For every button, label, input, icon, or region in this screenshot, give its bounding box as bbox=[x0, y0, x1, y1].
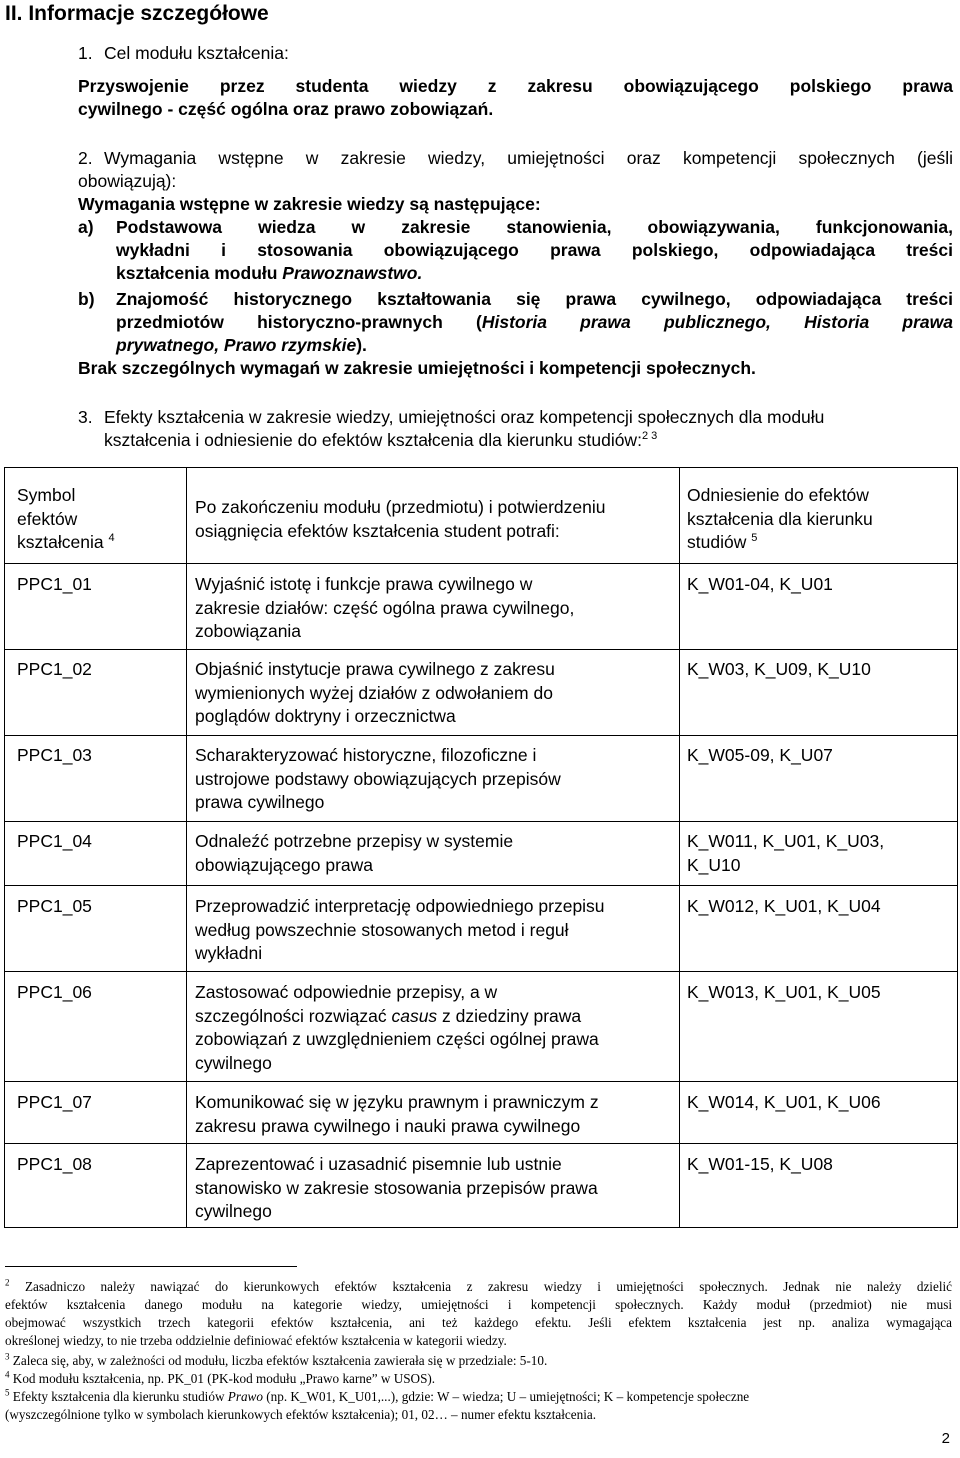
requirement-b-line3: prywatnego, Prawo rzymskie). bbox=[116, 335, 367, 355]
page-number: 2 bbox=[941, 1430, 950, 1447]
table-row bbox=[5, 1082, 958, 1144]
goal-text-line1: Przyswojenie przez studenta wiedzy z zakresu obowiązującego polskiego prawa bbox=[78, 76, 953, 96]
row-outcome: Odnaleźć potrzebne przepisy w systemie obowiązującego prawa bbox=[187, 822, 680, 886]
footnote-4: $^4$ Kod modułu kształcenia, np. PK_01 (PK-kod modułu „Prawo karne” w USOS). bbox=[5, 1369, 436, 1386]
row-reference: K_W013, K_U01, K_U05 bbox=[680, 972, 958, 1082]
table-row bbox=[5, 650, 958, 736]
table-row bbox=[5, 1144, 958, 1228]
row-reference: K_W014, K_U01, K_U06 bbox=[680, 1082, 958, 1144]
footnote-2: $^2$ Zasadniczo należy nawiązać do kierunkowych efektów kształcenia z zakresu wiedzy i umiejętności społecznych. Jednak nie należy dzielić efektów kształcenia danego modułu na kategorie wiedzy, umiejętności i kompetencji społecznych. Każdy moduł (przedmiot) nie musi obejmować wszystkich trzech kategorii efektów kształcenia, ani też każdego efektu. Jeśli efektem kształcenia jest np. analiza wymagająca określonej wiedzy, to nie trzeba oddzielnie definiować efektów kształcenia w kategorii wiedzy. bbox=[5, 1277, 953, 1348]
row-reference: K_W03, K_U09, K_U10 bbox=[680, 650, 958, 736]
row-symbol: PPC1_03 bbox=[5, 736, 187, 822]
header-outcome: Po zakończeniu modułu (przedmiotu) i potwierdzeniu osiągnięcia efektów kształcenia student potrafi: bbox=[187, 468, 680, 564]
row-reference: K_W05-09, K_U07 bbox=[680, 736, 958, 822]
requirement-a-marker: a) bbox=[78, 217, 94, 237]
row-reference: K_W01-15, K_U08 bbox=[680, 1144, 958, 1228]
outcomes-intro-line2: kształcenia i odniesienie do efektów kształcenia dla kierunku studiów:$^{2 3}$ bbox=[104, 430, 658, 450]
goal-title: Cel modułu kształcenia: bbox=[104, 43, 289, 63]
table-row bbox=[5, 886, 958, 972]
outcomes-intro-line1: Efekty kształcenia w zakresie wiedzy, umiejętności oraz kompetencji społecznych dla modułu bbox=[104, 407, 825, 427]
header-reference: Odniesienie do efektów kształcenia dla kierunku studiów $^5$ bbox=[680, 468, 958, 564]
table-row bbox=[5, 736, 958, 822]
goal-number: 1. bbox=[78, 43, 93, 63]
requirements-closing: Brak szczególnych wymagań w zakresie umiejętności i kompetencji społecznych. bbox=[78, 358, 756, 378]
learning-outcomes-table bbox=[4, 467, 958, 1228]
row-reference: K_W011, K_U01, K_U03, K_U10 bbox=[680, 822, 958, 886]
table-row bbox=[5, 972, 958, 1082]
row-symbol: PPC1_01 bbox=[5, 564, 187, 650]
table-row bbox=[5, 564, 958, 650]
requirements-intro-line2: obowiązują): bbox=[78, 171, 177, 191]
row-symbol: PPC1_06 bbox=[5, 972, 187, 1082]
row-outcome: Scharakteryzować historyczne, filozoficzne i ustrojowe podstawy obowiązujących przepisów prawa cywilnego bbox=[187, 736, 680, 822]
requirement-a-line1: Podstawowa wiedza w zakresie stanowienia, obowiązywania, funkcjonowania, bbox=[116, 217, 953, 237]
requirement-b-marker: b) bbox=[78, 289, 95, 309]
requirement-a-line3: kształcenia modułu Prawoznawstwo. bbox=[116, 263, 423, 283]
footnote-separator bbox=[5, 1266, 297, 1267]
requirement-a-line2: wykładni i stosowania obowiązującego prawa polskiego, odpowiadająca treści bbox=[116, 240, 953, 260]
row-outcome: Zaprezentować i uzasadnić pisemnie lub ustnie stanowisko w zakresie stosowania przepisów prawa cywilnego bbox=[187, 1144, 680, 1228]
row-outcome: Komunikować się w języku prawnym i prawniczym z zakresu prawa cywilnego i nauki prawa cywilnego bbox=[187, 1082, 680, 1144]
row-outcome: Objaśnić instytucje prawa cywilnego z zakresu wymienionych wyżej działów z odwołaniem do poglądów doktryny i orzecznictwa bbox=[187, 650, 680, 736]
header-symbol: Symbol efektów kształcenia $^4$ bbox=[5, 468, 187, 564]
table-header-row bbox=[5, 468, 958, 564]
row-symbol: PPC1_04 bbox=[5, 822, 187, 886]
goal-text-line2: cywilnego - część ogólna oraz prawo zobowiązań. bbox=[78, 99, 494, 119]
row-symbol: PPC1_08 bbox=[5, 1144, 187, 1228]
row-outcome: Zastosować odpowiednie przepisy, a w szczególności rozwiązać casus z dziedziny prawa zobowiązań z uwzględnieniem części ogólnej prawa cywilnego bbox=[187, 972, 680, 1082]
footnote-3: $^3$ Zaleca się, aby, w zależności od modułu, liczba efektów kształcenia zawierała się w przedziale: 5-10. bbox=[5, 1351, 548, 1368]
section-heading: II. Informacje szczegółowe bbox=[5, 2, 269, 25]
row-symbol: PPC1_05 bbox=[5, 886, 187, 972]
footnote-5: $^5$ Efekty kształcenia dla kierunku studiów Prawo (np. K_W01, K_U01,...), gdzie: W – wiedza; U – umiejętności; K – kompetencje społeczne (wyszczególnione tylko w symbolach kierunkowych efektów kształcenia); 01, 02… – numer efektu kształcenia. bbox=[5, 1387, 750, 1422]
outcomes-number: 3. bbox=[78, 407, 93, 427]
requirement-b-line1: Znajomość historycznego kształtowania się prawa cywilnego, odpowiadająca treści bbox=[116, 289, 953, 309]
row-reference: K_W01-04, K_U01 bbox=[680, 564, 958, 650]
table-row bbox=[5, 822, 958, 886]
row-symbol: PPC1_02 bbox=[5, 650, 187, 736]
row-outcome: Wyjaśnić istotę i funkcje prawa cywilnego w zakresie działów: część ogólna prawa cywilnego, zobowiązania bbox=[187, 564, 680, 650]
row-outcome: Przeprowadzić interpretację odpowiedniego przepisu według powszechnie stosowanych metod i reguł wykładni bbox=[187, 886, 680, 972]
row-reference: K_W012, K_U01, K_U04 bbox=[680, 886, 958, 972]
requirement-b-line2: przedmiotów historyczno-prawnych (Historia prawa publicznego, Historia prawa bbox=[116, 312, 953, 332]
requirements-intro-line1: Wymagania wstępne w zakresie wiedzy, umiejętności oraz kompetencji społecznych (jeśli bbox=[104, 148, 953, 168]
row-symbol: PPC1_07 bbox=[5, 1082, 187, 1144]
requirements-lead: Wymagania wstępne w zakresie wiedzy są następujące: bbox=[78, 194, 541, 214]
requirements-number: 2. bbox=[78, 148, 93, 168]
